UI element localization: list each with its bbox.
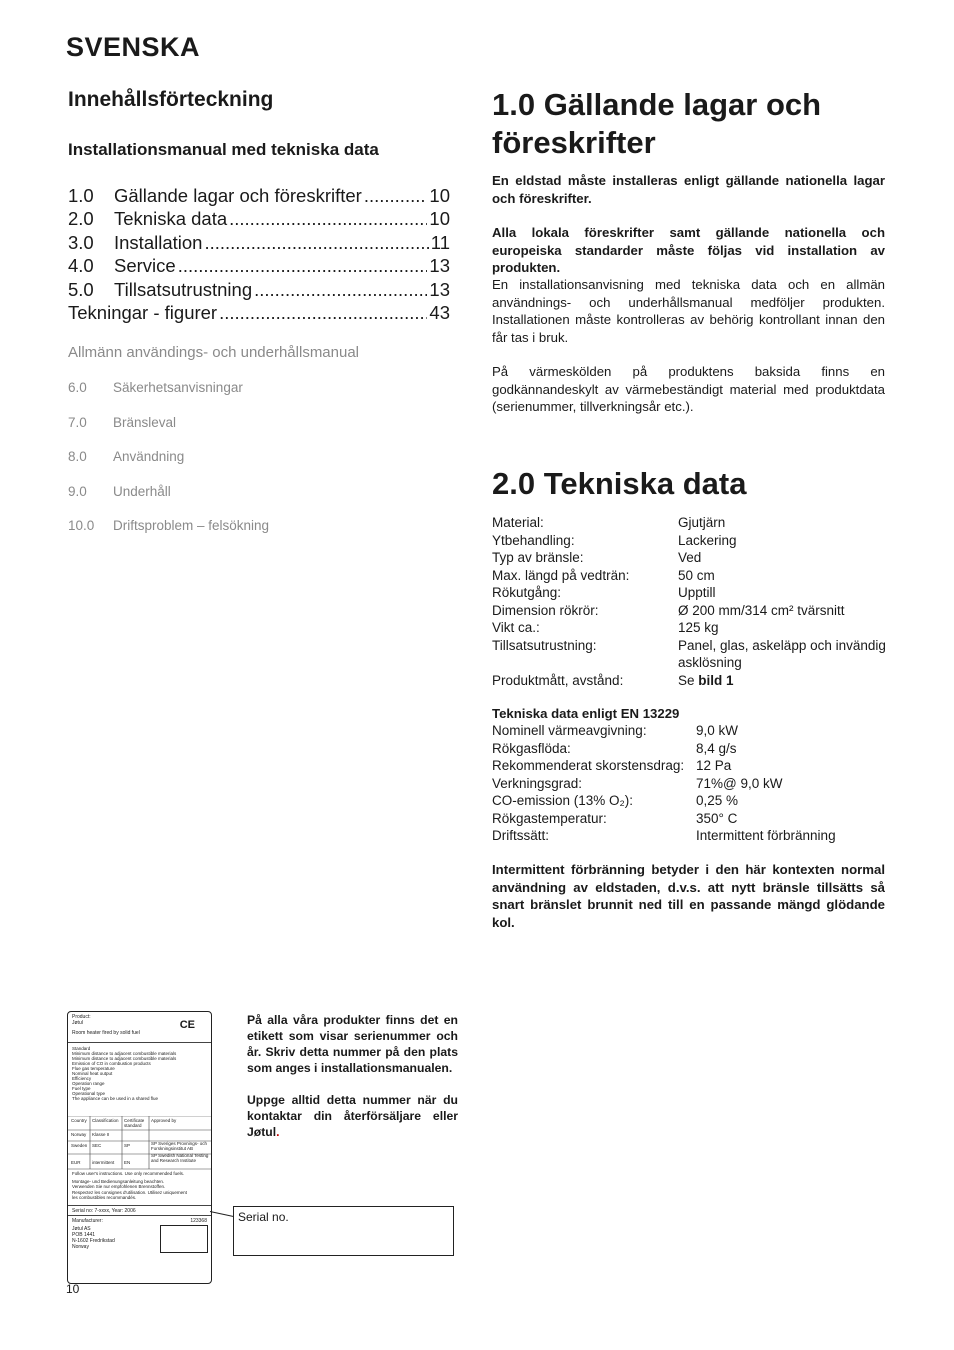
- spec-value: 50 cm: [678, 567, 715, 583]
- spec-label: Rökgastemperatur:: [492, 810, 607, 826]
- spec-row: [492, 567, 892, 585]
- plate-divider: [68, 1205, 211, 1206]
- spec-value: [678, 672, 892, 690]
- spec-row: [492, 827, 892, 845]
- toc-entry-page: 11: [430, 231, 450, 253]
- toc-leader-dots: [364, 185, 428, 207]
- plate-standard-line: Operational type: [72, 1091, 106, 1096]
- en-spec-table: [492, 722, 892, 845]
- toc-entry-page: 43: [429, 301, 450, 323]
- plate-divider: [68, 1215, 211, 1216]
- manual-entry-title: Användning: [113, 449, 185, 464]
- plate-grid-header: Approved by: [151, 1118, 177, 1123]
- spec-value: Gjutjärn: [678, 515, 726, 530]
- plate-standard-line: Nominal heat output: [72, 1071, 113, 1076]
- toc-leader-dots: [178, 255, 428, 277]
- spec-row: [492, 810, 892, 828]
- spec-value: 350° C: [696, 810, 738, 826]
- toc-entry-num: 1.0: [68, 185, 94, 206]
- toc-list: [68, 185, 450, 325]
- accent-dot: .: [276, 1125, 280, 1139]
- plate-standard-line: Standard: [72, 1046, 91, 1051]
- spec-label: Tillsatsutrustning:: [492, 637, 597, 653]
- spec-value: Ved: [678, 550, 702, 565]
- spec-value: Intermittent förbränning: [696, 828, 836, 843]
- plate-standards: [72, 1046, 207, 1101]
- plate-grid-cell: SP: [124, 1143, 131, 1148]
- spec-row: [492, 775, 892, 793]
- section2-heading: 2.0 Tekniska data: [492, 466, 747, 501]
- toc-entry-num: 2.0: [68, 208, 94, 230]
- plate-grid-cell: EN: [124, 1160, 131, 1165]
- plate-standard-line: Flue gas temperature: [72, 1066, 115, 1071]
- spec-row: [492, 740, 892, 758]
- toc-entry-title: Tekniska data: [114, 208, 228, 230]
- plate-instruction-line: Verwenden Sie nur empfohlenen Brennstoffen.: [72, 1184, 166, 1189]
- toc-leader-dots: [204, 232, 428, 254]
- plate-grid-cell: SP Swedish National Testing and Research Institute: [151, 1153, 209, 1163]
- plate-grid-cell: SEC: [92, 1143, 102, 1148]
- spec-label: Typ av bränsle:: [492, 550, 584, 565]
- manual-entry-num: 7.0: [68, 414, 87, 430]
- toc-entry-1[interactable]: [68, 185, 450, 208]
- spec-label: Max. längd på vedträn:: [492, 567, 630, 583]
- plate-manufacturer-line: N-1602 Fredrikstad: [72, 1238, 115, 1244]
- spec-label: Vikt ca.:: [492, 620, 540, 635]
- spec-label: Nominell värmeavgivning:: [492, 723, 647, 738]
- manual-heading: Allmänn användings- och underhållsmanual: [68, 344, 360, 361]
- plate-instruction-line: Follow user's instructions. Use only recommended fuels.: [72, 1171, 185, 1176]
- spec-value: Lackering: [678, 532, 737, 548]
- plate-manufacturer-line: Norway: [72, 1244, 89, 1250]
- spec-value: Panel, glas, askeläpp och invändig asklösning: [678, 637, 886, 670]
- page-number: 10: [66, 1282, 80, 1296]
- serial-callout-label: Serial no.: [238, 1210, 289, 1224]
- section1-para1: En eldstad måste installeras enligt gällande nationella lagar och föreskrifter.: [492, 173, 885, 206]
- toc-entry-page: 13: [429, 278, 450, 300]
- spec-row: [492, 514, 892, 532]
- manual-entry: [68, 380, 269, 415]
- toc-entry-drawings[interactable]: [68, 302, 450, 325]
- toc-entry-title: Service: [114, 255, 176, 277]
- plate-instruction-line: les combustibles recommandés.: [72, 1195, 137, 1200]
- manual-list: [68, 380, 269, 553]
- spec-value: Ø 200 mm/314 cm² tvärsnitt: [678, 602, 845, 618]
- toc-subheading: Installationsmanual med tekniska data: [68, 140, 379, 159]
- manual-entry-num: 6.0: [68, 380, 87, 395]
- spec-value: 12 Pa: [696, 758, 732, 773]
- toc-entry-4[interactable]: [68, 255, 450, 278]
- toc-entry-title: Installation: [114, 231, 203, 253]
- plate-grid-cell: Sweden: [71, 1143, 88, 1148]
- toc-entry-page: 10: [429, 185, 450, 206]
- plate-manufacturer-line: Jøtul AS: [72, 1226, 91, 1232]
- spec-row: [492, 722, 892, 740]
- serial-callout: [233, 1206, 454, 1256]
- section1-para2: Alla lokala föreskrifter samt gällande nationella och europeiska standarder måste följas vid installation av produkten.: [492, 225, 885, 275]
- section1-heading: 1.0 Gällande lagar och föreskrifter: [492, 87, 822, 160]
- spec-label: Produktmått, avstånd:: [492, 672, 624, 688]
- toc-heading: Innehållsförteckning: [68, 88, 274, 111]
- spec-row: [492, 637, 892, 672]
- spec-label: Material:: [492, 515, 544, 530]
- manual-entry-num: 10.0: [68, 518, 95, 533]
- manual-entry: [68, 518, 269, 553]
- plate-standard-line: Minimum distance to adjacent combustible materials: [72, 1051, 177, 1056]
- plate-standard-line: The appliance can be used in a shared flue: [72, 1096, 159, 1101]
- plate-grid-header: Country: [71, 1118, 87, 1123]
- spec-row: [492, 672, 892, 690]
- plate-grid-header: Certificate standard: [124, 1118, 145, 1128]
- plate-serial-box: [160, 1225, 208, 1253]
- spec-value: 0,25 %: [696, 793, 739, 808]
- manual-entry-title: Säkerhetsanvisningar: [113, 380, 243, 395]
- spec-value: 71%@ 9,0 kW: [696, 775, 783, 791]
- toc-entry-num: 3.0: [68, 231, 94, 253]
- plate-grid-cell: EUR: [71, 1160, 81, 1165]
- manual-entry: [68, 449, 269, 484]
- plate-serial-line: Serial no: 7-xxxx, Year: 2006: [72, 1208, 136, 1214]
- serial-note: [247, 1012, 458, 1140]
- plate-instruction-line: Montage- und Bedienungsanleitung beachten.: [72, 1178, 165, 1184]
- manual-entry-title: Driftsproblem – felsökning: [113, 518, 270, 533]
- plate-grid-cell: SP Sveriges Provnings- och Forskningsinstitut AB: [151, 1141, 207, 1151]
- toc-leader-dots: [229, 208, 427, 230]
- spec-row: [492, 602, 892, 620]
- toc-entry-num: 4.0: [68, 255, 94, 277]
- manual-entry: [68, 484, 269, 519]
- plate-standard-line: Minimum distance to adjacent combustible materials: [72, 1056, 177, 1061]
- spec-row: [492, 757, 892, 775]
- language-header: SVENSKA: [66, 32, 201, 62]
- spec-label: Rökutgång:: [492, 585, 562, 600]
- plate-grid-cell: Klasse II: [92, 1132, 110, 1137]
- manual-entry-num: 9.0: [68, 483, 87, 499]
- spec-row: [492, 549, 892, 567]
- plate-instruction-line: Respectez les consignes d'utilisation. Utilisez uniquement: [72, 1189, 187, 1195]
- spec-table: [492, 514, 892, 689]
- spec-label: CO-emission (13% O₂):: [492, 793, 634, 808]
- plate-product-desc: Room heater fired by solid fuel: [72, 1030, 140, 1036]
- en-spec-heading: Tekniska data enligt EN 13229: [492, 706, 680, 721]
- spec-label: Rökgasflöda:: [492, 740, 571, 756]
- toc-entry-3[interactable]: [68, 232, 450, 255]
- spec-row: [492, 532, 892, 550]
- plate-standard-line: Efficiency: [72, 1076, 92, 1081]
- spec-row: [492, 619, 892, 637]
- toc-entry-title: Gällande lagar och föreskrifter: [114, 185, 362, 206]
- toc-entry-page: 13: [429, 255, 450, 277]
- section2-note: Intermittent förbränning betyder i den här kontexten normal användning av eldstaden, d.v.s. att nytt bränsle tillsätts så snart bränslet brunnit ned till en passande mängd glödande kol.: [492, 862, 885, 930]
- spec-row: [492, 792, 892, 810]
- plate-grid-cell: intermittent: [92, 1160, 115, 1165]
- spec-label: Verkningsgrad:: [492, 775, 583, 791]
- spec-label: Dimension rökrör:: [492, 602, 599, 618]
- plate-standard-line: Operation range: [72, 1081, 105, 1086]
- spec-value: 9,0 kW: [696, 723, 739, 738]
- manual-entry: [68, 415, 269, 450]
- spec-row: [492, 584, 892, 602]
- toc-entry-page: 10: [429, 208, 450, 230]
- spec-value: 125 kg: [678, 620, 719, 635]
- manual-entry-num: 8.0: [68, 449, 87, 464]
- plate-product-caption: Product:: [72, 1014, 91, 1020]
- plate-standard-line: Fuel type: [72, 1086, 91, 1091]
- plate-divider: [68, 1042, 211, 1043]
- plate-manufacturer-code: 123368: [190, 1218, 207, 1224]
- manual-entry-title: Bränsleval: [113, 414, 177, 430]
- spec-label: Rekommenderat skorstensdrag:: [492, 758, 685, 773]
- toc-entry-2[interactable]: [68, 208, 450, 231]
- spec-label: Ytbehandling:: [492, 532, 575, 548]
- callout-leader-line: [210, 1211, 234, 1217]
- spec-value: Upptill: [678, 585, 716, 600]
- ce-mark-icon: CE: [179, 1019, 195, 1031]
- toc-entry-title: Tekningar - figurer: [68, 301, 218, 323]
- spec-label: Driftssätt:: [492, 828, 550, 843]
- plate-grid-cell: Norway: [71, 1132, 87, 1137]
- plate-manufacturer-line: POB 1441: [72, 1232, 96, 1238]
- plate-instructions: [72, 1171, 207, 1201]
- toc-entry-5[interactable]: [68, 279, 450, 302]
- toc-leader-dots: [254, 279, 427, 301]
- plate-grid-header: Classification: [92, 1118, 119, 1123]
- toc-entry-num: 5.0: [68, 278, 94, 300]
- figure-reference[interactable]: bild 1: [698, 672, 734, 688]
- plate-manufacturer-caption: Manufacturer:: [72, 1218, 103, 1224]
- plate-standard-line: Emission of CO in combustion products: [72, 1061, 151, 1066]
- plate-product-name: Jøtul: [72, 1020, 83, 1026]
- rating-plate: [67, 1011, 212, 1284]
- spec-ref-prefix: Se: [678, 672, 695, 688]
- serial-note-para2-text: Uppge alltid detta nummer när du kontaktar din återförsäljare eller Jøtul: [247, 1093, 458, 1139]
- serial-note-para1: På alla våra produkter finns det en etikett som visar serienummer och år. Skriv detta nummer på den plats som anges i installationsmanualen.: [247, 1013, 458, 1075]
- section1-para4: På värmeskölden på produktens baksida finns en godkännandeskylt av värmebeständigt material med produktdata (serienummer, tillverkningsår etc.).: [492, 364, 885, 414]
- serial-note-para2: [247, 1092, 458, 1140]
- section1-para3: En installationsanvisning med tekniska data och en allmän användnings- och underhållsmanual medföljer produkten. Installationen måste kontrolleras av behörig kontrollant innan den får tas i bruk.: [492, 277, 885, 345]
- toc-entry-title: Tillsatsutrustning: [114, 278, 253, 300]
- manual-entry-title: Underhåll: [113, 483, 171, 499]
- spec-value: 8,4 g/s: [696, 740, 737, 756]
- toc-leader-dots: [219, 302, 427, 324]
